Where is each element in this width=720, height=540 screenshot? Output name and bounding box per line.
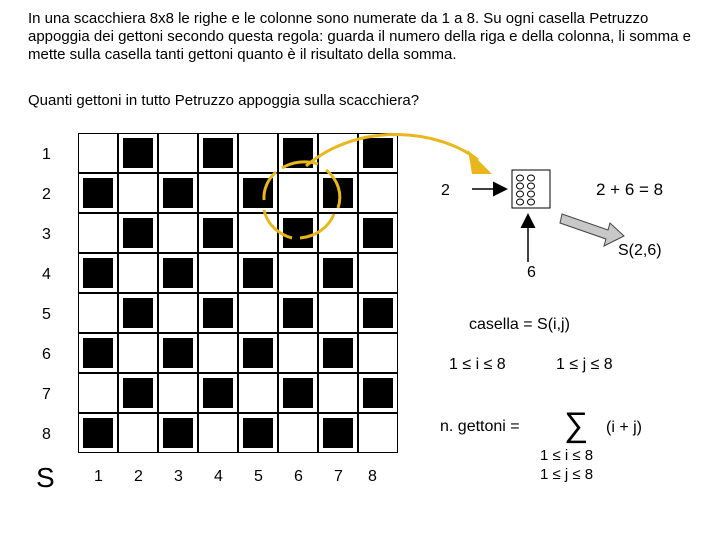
- row-label-5: 5: [42, 306, 51, 323]
- cell-highlight-circle: [264, 162, 340, 238]
- range-j: 1 ≤ j ≤ 8: [556, 356, 613, 373]
- col-label-5: 5: [254, 468, 263, 485]
- col-label-6: 6: [294, 468, 303, 485]
- equation: 2 + 6 = 8: [596, 180, 664, 199]
- total-label: n. gettoni =: [440, 418, 520, 435]
- sum-symbol-label: S: [36, 462, 55, 493]
- sigma-lower-j: 1 ≤ j ≤ 8: [540, 466, 594, 483]
- gray-arrow: [560, 214, 624, 246]
- col-value: 6: [527, 264, 536, 281]
- row-label-1: 1: [42, 146, 51, 163]
- row-label-4: 4: [42, 266, 51, 283]
- range-i: 1 ≤ i ≤ 8: [449, 356, 506, 373]
- summand: (i + j): [606, 419, 642, 436]
- row-value: 2: [441, 182, 450, 199]
- problem-text: In una scacchiera 8x8 le righe e le colonne sono numerate da 1 a 8. Su ogni casella Petruzzo appoggia dei gettoni secondo questa regola: guarda il numero della riga e della colonna, li somma e mette sulla casella tanti gettoni quanto è il risultato della somma.: [28, 10, 691, 63]
- col-label-2: 2: [134, 468, 143, 485]
- question-text: Quanti gettoni in tutto Petruzzo appoggia sulla scacchiera?: [28, 92, 420, 109]
- yellow-arrowhead: [468, 150, 492, 174]
- col-label-7: 7: [334, 468, 343, 485]
- row-label-8: 8: [42, 426, 51, 443]
- col-label-3: 3: [174, 468, 183, 485]
- row-label-7: 7: [42, 386, 51, 403]
- sigma-symbol: ∑: [564, 406, 589, 444]
- col-label-4: 4: [214, 468, 223, 485]
- cell-name: S(2,6): [618, 242, 662, 259]
- col-label-8: 8: [368, 468, 377, 485]
- row-label-3: 3: [42, 226, 51, 243]
- row-label-6: 6: [42, 346, 51, 363]
- row-label-2: 2: [42, 186, 51, 203]
- col-label-1: 1: [94, 468, 103, 485]
- yellow-arrow: [306, 134, 478, 166]
- cell-definition: casella = S(i,j): [469, 316, 570, 333]
- sigma-lower-i: 1 ≤ i ≤ 8: [540, 447, 594, 464]
